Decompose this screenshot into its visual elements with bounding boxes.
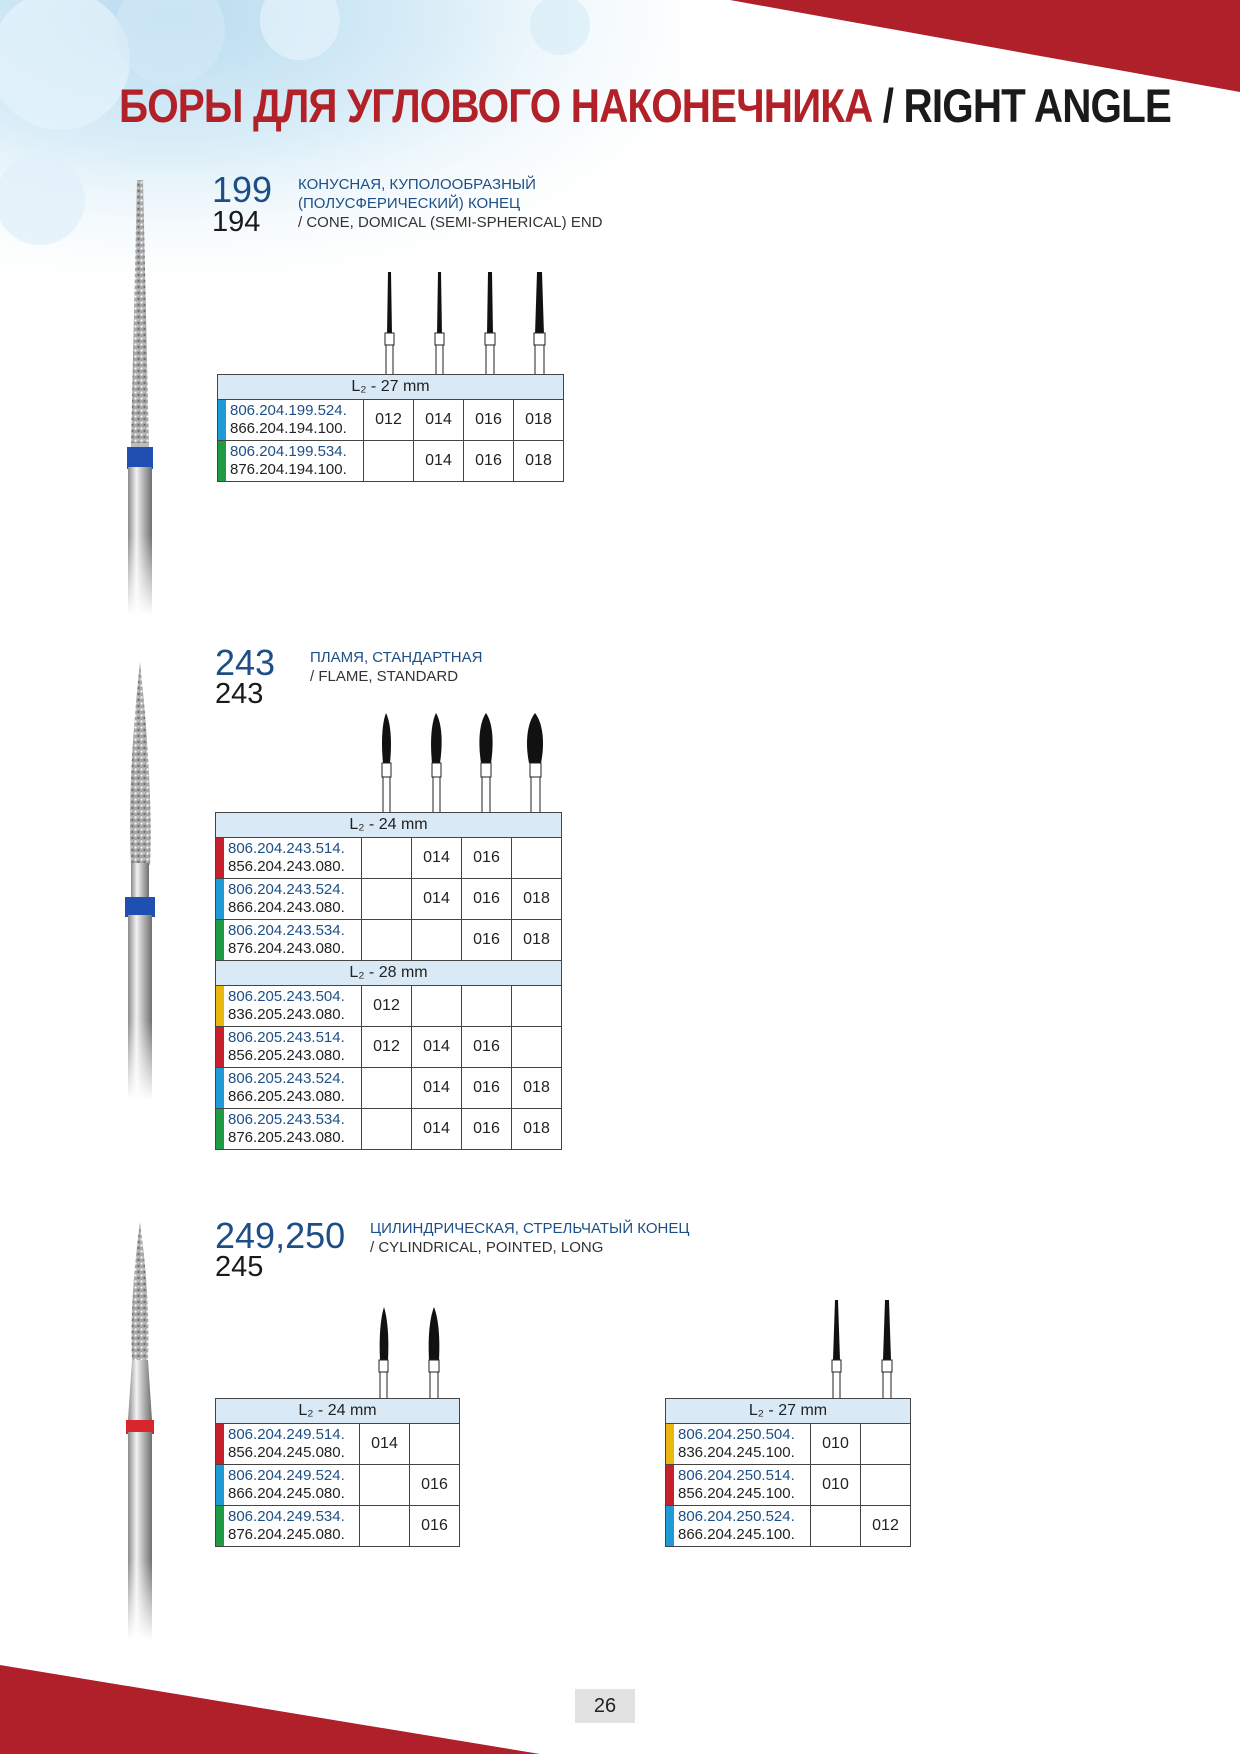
size-cell: 012 <box>364 400 414 441</box>
section-3-code: 249,250 <box>215 1215 346 1256</box>
ref-primary: 806.204.250.504. <box>678 1426 795 1443</box>
section-2-table <box>215 812 562 1150</box>
ref-cell <box>216 920 362 961</box>
ref-primary: 806.205.243.534. <box>228 1111 345 1128</box>
bottom-red-band <box>0 1665 540 1754</box>
color-bar-green <box>216 920 224 960</box>
section-3-tip-diagrams-left <box>370 1305 460 1400</box>
section-2-code: 243 <box>215 642 276 683</box>
table-row <box>216 1027 562 1068</box>
size-cell: 016 <box>410 1506 460 1547</box>
tip-diagram-018 <box>527 713 543 813</box>
ref-cell <box>216 838 362 879</box>
ref-primary: 806.204.250.514. <box>678 1467 795 1484</box>
ref-primary: 806.205.243.524. <box>228 1070 345 1087</box>
tip-diagram-018 <box>534 272 545 375</box>
table-row <box>216 879 562 920</box>
size-cell: 016 <box>462 1027 512 1068</box>
table-header-length: L₂ - 27 mm <box>218 375 564 400</box>
section-1-code: 199 <box>212 169 273 210</box>
size-cell <box>861 1424 911 1465</box>
size-cell <box>861 1465 911 1506</box>
size-cell <box>512 1027 562 1068</box>
size-cell: 016 <box>464 400 514 441</box>
ref-secondary: 856.204.245.100. <box>678 1485 795 1502</box>
ref-primary: 806.204.249.534. <box>228 1508 345 1525</box>
ref-cell <box>216 986 362 1027</box>
bur-photo-199 <box>110 175 170 615</box>
size-cell: 014 <box>412 1068 462 1109</box>
ref-primary: 806.204.199.524. <box>230 402 347 419</box>
size-cell <box>362 838 412 879</box>
ref-cell <box>666 1506 811 1547</box>
color-bar-red <box>216 838 224 878</box>
title-en: RIGHT ANGLE <box>903 79 1172 132</box>
size-cell: 016 <box>462 838 512 879</box>
tip-diagram-012 <box>882 1300 892 1400</box>
ref-secondary: 866.204.245.080. <box>228 1485 345 1502</box>
table-row <box>216 920 562 961</box>
ref-cell <box>216 1109 362 1150</box>
size-cell: 012 <box>362 1027 412 1068</box>
page-title <box>119 78 1171 133</box>
section-3-subcode: 245 <box>215 1251 264 1283</box>
ref-secondary: 856.204.245.080. <box>228 1444 345 1461</box>
size-cell <box>410 1424 460 1465</box>
ref-cell <box>216 879 362 920</box>
ref-primary: 806.204.243.524. <box>228 881 345 898</box>
size-cell: 012 <box>362 986 412 1027</box>
section-2-description <box>310 648 482 686</box>
size-cell: 016 <box>462 879 512 920</box>
title-separator: / <box>872 79 904 132</box>
size-cell <box>462 986 512 1027</box>
ref-secondary: 876.205.243.080. <box>228 1129 345 1146</box>
tip-diagram-010 <box>832 1300 841 1400</box>
size-cell: 016 <box>462 1068 512 1109</box>
size-cell: 014 <box>412 838 462 879</box>
ref-cell <box>218 441 364 482</box>
size-cell: 010 <box>811 1465 861 1506</box>
section-2-desc-en: / FLAME, STANDARD <box>310 668 459 685</box>
size-cell: 016 <box>464 441 514 482</box>
size-cell: 014 <box>412 1109 462 1150</box>
color-bar-green <box>216 1506 224 1546</box>
color-bar-yellow <box>216 986 224 1026</box>
page-number: 26 <box>575 1689 635 1723</box>
tip-diagram-016 <box>429 1307 440 1400</box>
ref-secondary: 876.204.243.080. <box>228 940 345 957</box>
size-cell: 012 <box>861 1506 911 1547</box>
ref-primary: 806.204.243.534. <box>228 922 345 939</box>
color-bar-blue <box>216 1465 224 1505</box>
size-cell <box>362 1068 412 1109</box>
section-3-description <box>370 1219 689 1257</box>
ref-secondary: 866.204.245.100. <box>678 1526 795 1543</box>
ref-primary: 806.205.243.504. <box>228 988 345 1005</box>
size-cell: 018 <box>512 1068 562 1109</box>
section-2-subcode: 243 <box>215 678 264 710</box>
table-row <box>216 1465 460 1506</box>
size-cell: 014 <box>360 1424 410 1465</box>
ref-cell <box>216 1506 360 1547</box>
color-bar-green <box>218 441 226 481</box>
size-cell <box>811 1506 861 1547</box>
tip-diagram-014 <box>379 1307 388 1400</box>
ref-secondary: 836.204.245.100. <box>678 1444 795 1461</box>
table-row <box>666 1424 911 1465</box>
color-bar-blue <box>216 1068 224 1108</box>
table-header-length: L₂ - 27 mm <box>666 1399 911 1424</box>
size-cell: 010 <box>811 1424 861 1465</box>
ref-primary: 806.204.249.524. <box>228 1467 345 1484</box>
size-cell <box>364 441 414 482</box>
tip-diagram-016 <box>485 272 495 375</box>
ref-secondary: 866.204.243.080. <box>228 899 345 916</box>
size-cell: 016 <box>410 1465 460 1506</box>
color-bar-green <box>216 1109 224 1149</box>
section-1-desc-ru-1: КОНУСНАЯ, КУПОЛООБРАЗНЫЙ <box>298 176 536 193</box>
size-cell: 018 <box>514 400 564 441</box>
tip-diagram-014 <box>435 272 444 375</box>
ref-primary: 806.205.243.514. <box>228 1029 345 1046</box>
ref-secondary: 856.204.243.080. <box>228 858 345 875</box>
table-row <box>216 1068 562 1109</box>
bur-photo-243 <box>110 660 170 1100</box>
ref-cell <box>666 1424 811 1465</box>
size-cell <box>412 920 462 961</box>
ref-primary: 806.204.249.514. <box>228 1426 345 1443</box>
ref-cell <box>216 1465 360 1506</box>
ref-secondary: 866.204.194.100. <box>230 420 347 437</box>
title-ru: БОРЫ ДЛЯ УГЛОВОГО НАКОНЕЧНИКА <box>119 79 873 132</box>
ref-secondary: 836.205.243.080. <box>228 1006 345 1023</box>
section-1-description <box>298 175 602 232</box>
section-2-desc-ru-1: ПЛАМЯ, СТАНДАРТНАЯ <box>310 649 483 666</box>
tip-diagram-016 <box>479 713 492 813</box>
size-cell: 014 <box>414 441 464 482</box>
ref-cell <box>218 400 364 441</box>
size-cell <box>512 838 562 879</box>
size-cell: 014 <box>414 400 464 441</box>
ref-secondary: 876.204.194.100. <box>230 461 347 478</box>
size-cell: 014 <box>412 1027 462 1068</box>
section-3-tip-diagrams-right <box>822 1298 912 1400</box>
table-row <box>666 1506 911 1547</box>
color-bar-yellow <box>666 1424 674 1464</box>
section-1-table <box>217 374 564 482</box>
section-2-tip-diagrams <box>368 713 558 813</box>
ref-secondary: 866.205.243.080. <box>228 1088 345 1105</box>
table-row <box>216 1506 460 1547</box>
ref-secondary: 856.205.243.080. <box>228 1047 345 1064</box>
table-row <box>216 1109 562 1150</box>
color-bar-red <box>666 1465 674 1505</box>
section-3-table-left <box>215 1398 460 1547</box>
size-cell <box>512 986 562 1027</box>
size-cell: 016 <box>462 1109 512 1150</box>
size-cell <box>362 879 412 920</box>
section-1-subcode: 194 <box>212 206 261 238</box>
section-1-tip-diagrams <box>370 270 560 375</box>
section-1-desc-en: / CONE, DOMICAL (SEMI-SPHERICAL) END <box>298 214 603 231</box>
section-3-desc-ru-1: ЦИЛИНДРИЧЕСКАЯ, СТРЕЛЬЧАТЫЙ КОНЕЦ <box>370 1220 690 1237</box>
size-cell: 018 <box>512 1109 562 1150</box>
color-bar-blue <box>218 400 226 440</box>
table-row <box>216 838 562 879</box>
ref-secondary: 876.204.245.080. <box>228 1526 345 1543</box>
ref-primary: 806.204.250.524. <box>678 1508 795 1525</box>
table-header-length: L₂ - 24 mm <box>216 1399 460 1424</box>
tip-diagram-014 <box>431 713 442 813</box>
section-1-desc-ru-2: (ПОЛУСФЕРИЧЕСКИЙ) КОНЕЦ <box>298 195 521 212</box>
ref-cell <box>666 1465 811 1506</box>
color-bar-red <box>216 1424 224 1464</box>
color-bar-blue <box>666 1506 674 1546</box>
table-row <box>216 1424 460 1465</box>
size-cell: 018 <box>512 920 562 961</box>
tip-diagram-012 <box>382 713 391 813</box>
size-cell <box>412 986 462 1027</box>
size-cell <box>360 1506 410 1547</box>
size-cell: 016 <box>462 920 512 961</box>
color-bar-blue <box>216 879 224 919</box>
tip-diagram-012 <box>385 272 394 375</box>
ref-cell <box>216 1424 360 1465</box>
size-cell: 018 <box>514 441 564 482</box>
size-cell <box>362 920 412 961</box>
bur-photo-249 <box>110 1220 170 1640</box>
section-3-desc-en: / CYLINDRICAL, POINTED, LONG <box>370 1239 604 1256</box>
table-row <box>216 986 562 1027</box>
color-bar-red <box>216 1027 224 1067</box>
size-cell: 014 <box>412 879 462 920</box>
ref-cell <box>216 1027 362 1068</box>
ref-primary: 806.204.243.514. <box>228 840 345 857</box>
table-row <box>218 400 564 441</box>
size-cell: 018 <box>512 879 562 920</box>
ref-cell <box>216 1068 362 1109</box>
table-header-length: L₂ - 24 mm <box>216 813 562 838</box>
section-3-table-right <box>665 1398 911 1547</box>
size-cell <box>360 1465 410 1506</box>
table-row <box>666 1465 911 1506</box>
table-row <box>218 441 564 482</box>
table-header-length: L₂ - 28 mm <box>216 961 562 986</box>
ref-primary: 806.204.199.534. <box>230 443 347 460</box>
size-cell <box>362 1109 412 1150</box>
